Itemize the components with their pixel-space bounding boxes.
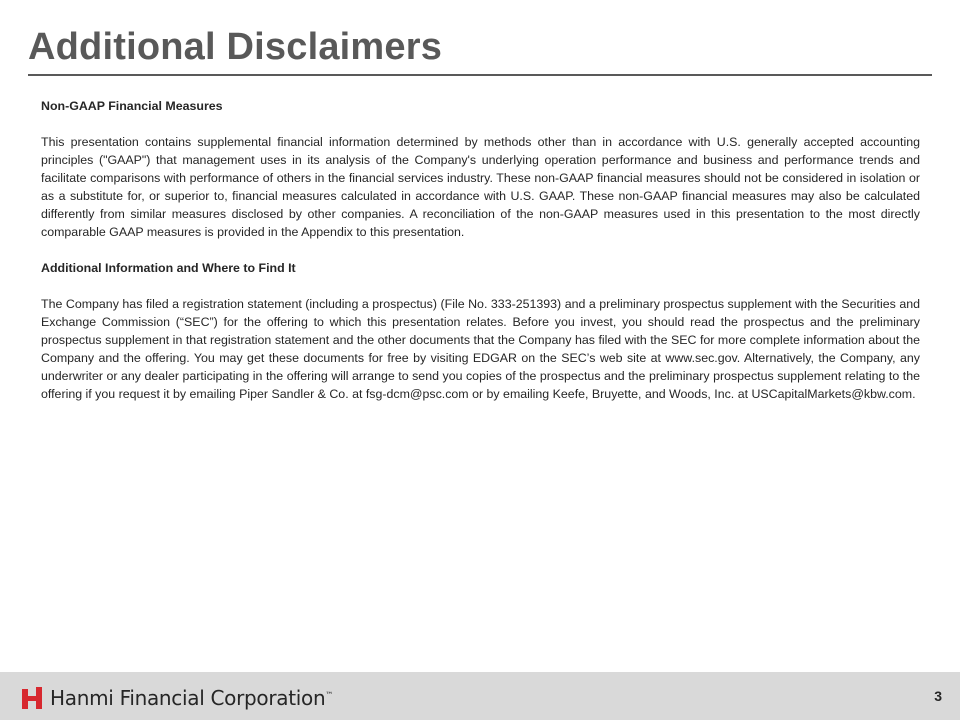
company-name: Hanmi Financial Corporation™ <box>50 686 334 710</box>
section-body-additional-info: The Company has filed a registration statement (including a prospectus) (File No. 333-251393) and a preliminary prospectus supplement with the Securities and Exchange Commission (“SEC”) for the offering to which this presentation relates. Before you invest, you should read the prospectus and the preliminary prospectus supplement in that registration statement and the other documents that the Company has filed with the SEC for more complete information about the Company and the offering. You may get these documents for free by visiting EDGAR on the SEC’s web site at www.sec.gov. Alternatively, the Company, any underwriter or any dealer participating in the offering will arrange to send you copies of the prospectus and the preliminary prospectus supplement relating to the offering if you request it by emailing Piper Sandler & Co. at fsg-dcm@psc.com or by emailing Keefe, Bruyette, and Woods, Inc. at USCapitalMarkets@kbw.com. <box>41 297 920 401</box>
company-logo <box>20 684 333 712</box>
title-divider <box>28 74 932 76</box>
page-number: 3 <box>934 688 942 704</box>
disclaimer-content <box>41 97 920 421</box>
footer-bar <box>0 672 960 720</box>
trademark-symbol: ™ <box>325 690 334 700</box>
section-heading-additional-info: Additional Information and Where to Find It <box>41 261 296 275</box>
section-heading-non-gaap: Non-GAAP Financial Measures <box>41 99 223 113</box>
page-title: Additional Disclaimers <box>28 26 443 68</box>
hanmi-logo-icon <box>20 685 44 711</box>
section-body-non-gaap: This presentation contains supplemental financial information determined by methods other than in accordance with U.S. generally accepted accounting principles ("GAAP") that management uses in its analysis of the Company's underlying operation performance and business and performance trends and facilitate comparisons with performance of others in the financial services industry. These non-GAAP financial measures should not be considered in isolation or as a substitute for, or superior to, financial measures calculated in accordance with U.S. GAAP. These non-GAAP financial measures may also be calculated differently from similar measures disclosed by other companies. A reconciliation of the non-GAAP measures used in this presentation to the most directly comparable GAAP measures is provided in the Appendix to this presentation. <box>41 135 920 239</box>
